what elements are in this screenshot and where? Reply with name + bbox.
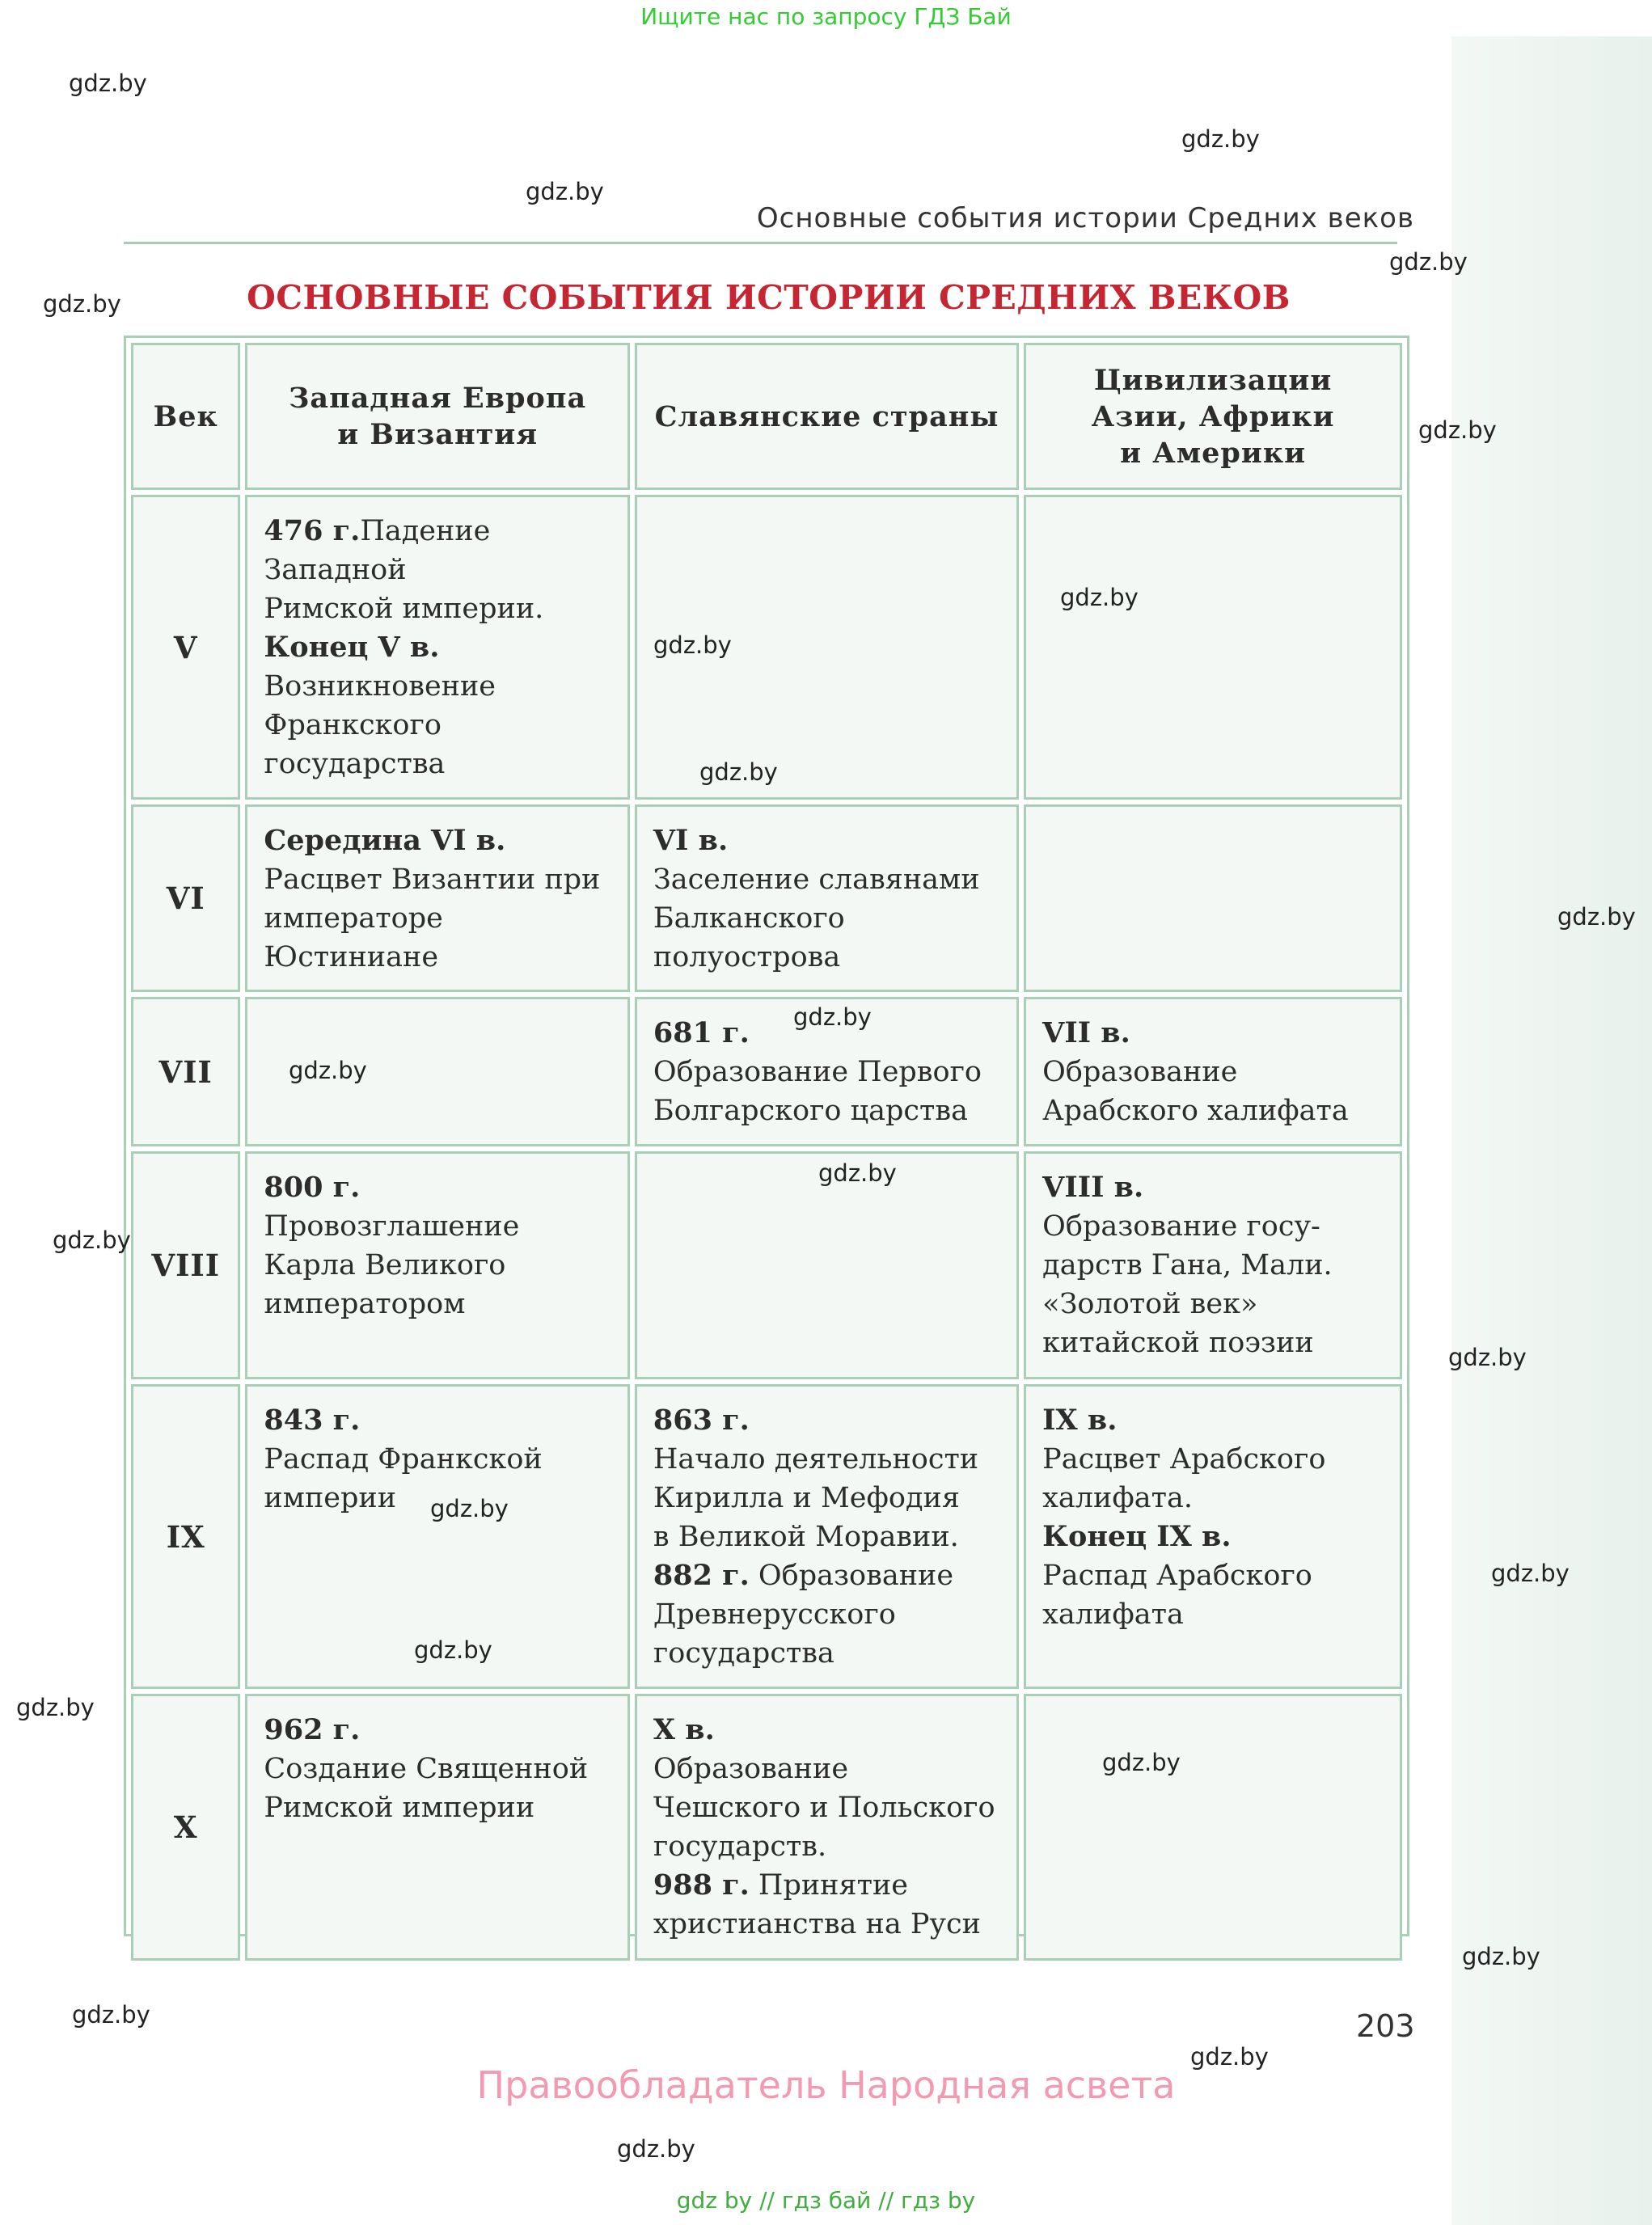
footer-links[interactable]: gdz by // гдз бай // гдз by bbox=[676, 2187, 976, 2214]
event-line bbox=[1042, 1053, 1384, 1091]
event-date: 681 г. bbox=[653, 1016, 750, 1049]
event-line bbox=[264, 1750, 611, 1788]
event-line bbox=[1042, 1168, 1384, 1207]
event-line bbox=[264, 1207, 611, 1246]
events-table bbox=[126, 338, 1407, 1965]
event-line bbox=[264, 706, 611, 745]
event-line bbox=[264, 745, 611, 783]
event-text: Заселение славянами bbox=[653, 863, 980, 896]
event-text: Балканского bbox=[653, 902, 845, 935]
event-date: X в. bbox=[653, 1713, 715, 1746]
event-line bbox=[264, 821, 611, 860]
event-line bbox=[264, 512, 611, 589]
event-line bbox=[264, 1285, 611, 1324]
event-line bbox=[264, 1168, 611, 1207]
header-asia-line: Азии, Африки bbox=[1091, 399, 1335, 433]
event-text: Падение Западной bbox=[264, 515, 491, 586]
century-cell: VIII bbox=[131, 1151, 240, 1379]
event-date: IX в. bbox=[1042, 1404, 1118, 1437]
event-text: Франкского bbox=[264, 709, 442, 741]
event-text: Римской империи bbox=[264, 1792, 535, 1824]
events-cell-slavic bbox=[635, 1384, 1019, 1689]
events-table-frame bbox=[124, 336, 1409, 1940]
header-asia bbox=[1024, 343, 1402, 490]
watermark: gdz.by bbox=[43, 290, 121, 318]
header-west bbox=[245, 343, 629, 490]
watermark: gdz.by bbox=[430, 1495, 509, 1522]
event-line bbox=[1042, 1595, 1384, 1634]
watermark: gdz.by bbox=[1557, 903, 1636, 931]
event-text: Распад Арабского bbox=[1042, 1560, 1312, 1592]
header-century: Век bbox=[131, 343, 240, 490]
event-line bbox=[653, 1827, 1000, 1866]
event-line bbox=[264, 938, 611, 977]
event-date: Конец IX в. bbox=[1042, 1520, 1232, 1553]
event-date: 476 г. bbox=[264, 514, 361, 547]
century-cell: V bbox=[131, 495, 240, 800]
event-line bbox=[653, 1711, 1000, 1750]
event-date: Середина VI в. bbox=[264, 824, 506, 857]
event-line bbox=[653, 860, 1000, 899]
watermark: gdz.by bbox=[69, 70, 147, 97]
event-text: Кирилла и Мефодия bbox=[653, 1482, 960, 1514]
event-text: Расцвет Арабского bbox=[1042, 1443, 1326, 1476]
event-text: Распад Франкской bbox=[264, 1443, 543, 1476]
event-line bbox=[1042, 1285, 1384, 1324]
events-cell-asia bbox=[1024, 1384, 1402, 1689]
right-margin-tint bbox=[1451, 36, 1652, 2225]
watermark: gdz.by bbox=[1491, 1560, 1570, 1587]
event-text: Возникновение bbox=[264, 670, 496, 703]
event-text: полуострова bbox=[653, 941, 841, 973]
events-cell-slavic bbox=[635, 1694, 1019, 1961]
event-text: Провозглашение bbox=[264, 1210, 520, 1243]
event-line bbox=[653, 1479, 1000, 1518]
event-line bbox=[264, 1246, 611, 1285]
watermark: gdz.by bbox=[1418, 416, 1497, 444]
events-cell-asia bbox=[1024, 1694, 1402, 1961]
event-line bbox=[1042, 1014, 1384, 1053]
event-line bbox=[1042, 1440, 1384, 1479]
event-date: 800 г. bbox=[264, 1171, 361, 1204]
event-line bbox=[653, 1634, 1000, 1673]
event-text: «Золотой век» bbox=[1042, 1288, 1258, 1320]
event-text: Образование bbox=[653, 1753, 849, 1785]
top-banner[interactable]: Ищите нас по запросу ГДЗ Бай bbox=[640, 3, 1012, 30]
century-cell: VI bbox=[131, 804, 240, 992]
header-west-line: и Византия bbox=[337, 418, 539, 451]
event-line bbox=[653, 1091, 1000, 1130]
header-slavic: Славянские страны bbox=[635, 343, 1019, 490]
event-date: 962 г. bbox=[264, 1713, 361, 1746]
event-line bbox=[264, 1401, 611, 1440]
watermark: gdz.by bbox=[526, 178, 604, 205]
watermark: gdz.by bbox=[1190, 2043, 1269, 2071]
watermark: gdz.by bbox=[414, 1636, 492, 1664]
event-line bbox=[653, 1866, 1000, 1905]
event-date: Конец V в. bbox=[264, 631, 440, 664]
event-line bbox=[653, 1750, 1000, 1788]
event-line bbox=[1042, 1556, 1384, 1595]
event-line bbox=[653, 1556, 1000, 1595]
watermark: gdz.by bbox=[1462, 1943, 1540, 1970]
event-date: 988 г. bbox=[653, 1868, 750, 1902]
event-text: государства bbox=[264, 748, 446, 780]
watermark: gdz.by bbox=[1389, 248, 1468, 276]
events-cell-asia bbox=[1024, 804, 1402, 992]
event-line bbox=[653, 1788, 1000, 1827]
event-date: VI в. bbox=[653, 824, 729, 857]
event-date: VIII в. bbox=[1042, 1171, 1144, 1204]
running-header: Основные события истории Средних веков bbox=[756, 202, 1414, 234]
event-line bbox=[264, 899, 611, 938]
events-cell-asia bbox=[1024, 1151, 1402, 1379]
event-text: Образование bbox=[1042, 1056, 1238, 1088]
event-text: императором bbox=[264, 1288, 466, 1320]
copyright-footer: Правообладатель Народная асвета bbox=[476, 2063, 1176, 2107]
event-line bbox=[264, 589, 611, 628]
event-text: империи bbox=[264, 1482, 397, 1514]
watermark: gdz.by bbox=[16, 1694, 95, 1721]
event-line bbox=[1042, 1246, 1384, 1285]
event-line bbox=[264, 1440, 611, 1479]
events-cell-west bbox=[245, 804, 629, 992]
event-line bbox=[264, 860, 611, 899]
event-text: Начало деятельности bbox=[653, 1443, 979, 1476]
event-text: Принятие bbox=[749, 1869, 908, 1902]
page-title: ОСНОВНЫЕ СОБЫТИЯ ИСТОРИИ СРЕДНИХ ВЕКОВ bbox=[247, 278, 1291, 317]
events-cell-asia bbox=[1024, 495, 1402, 800]
header-west-line: Западная Европа bbox=[289, 382, 587, 415]
event-text: Юстиниане bbox=[264, 941, 439, 973]
watermark: gdz.by bbox=[699, 758, 778, 786]
century-cell: VII bbox=[131, 997, 240, 1146]
event-text: Чешского и Польского bbox=[653, 1792, 995, 1824]
table-header-row bbox=[131, 343, 1402, 490]
event-line bbox=[1042, 1091, 1384, 1130]
watermark: gdz.by bbox=[1181, 125, 1260, 153]
event-line bbox=[653, 899, 1000, 938]
table-row bbox=[131, 495, 1402, 800]
event-date: 863 г. bbox=[653, 1404, 750, 1437]
event-line bbox=[653, 821, 1000, 860]
event-line bbox=[653, 1053, 1000, 1091]
event-line bbox=[1042, 1324, 1384, 1362]
watermark: gdz.by bbox=[1448, 1344, 1527, 1371]
event-line bbox=[653, 1518, 1000, 1556]
century-cell: X bbox=[131, 1694, 240, 1961]
event-text: государства bbox=[653, 1637, 834, 1670]
table-row bbox=[131, 1151, 1402, 1379]
event-text: христианства на Руси bbox=[653, 1908, 981, 1940]
event-text: Арабского халифата bbox=[1042, 1095, 1349, 1127]
table-row bbox=[131, 804, 1402, 992]
event-date: 882 г. bbox=[653, 1559, 750, 1592]
table-row bbox=[131, 1384, 1402, 1689]
events-cell-slavic bbox=[635, 804, 1019, 992]
event-line bbox=[264, 1788, 611, 1827]
event-line bbox=[264, 1711, 611, 1750]
event-date: VII в. bbox=[1042, 1016, 1130, 1049]
table-row bbox=[131, 1694, 1402, 1961]
watermark: gdz.by bbox=[53, 1226, 131, 1254]
event-text: Образование Первого bbox=[653, 1056, 982, 1088]
event-line bbox=[1042, 1479, 1384, 1518]
event-text: китайской поэзии bbox=[1042, 1327, 1314, 1359]
watermark: gdz.by bbox=[793, 1003, 872, 1031]
watermark: gdz.by bbox=[653, 631, 732, 659]
event-text: Создание Священной bbox=[264, 1753, 589, 1785]
event-text: Римской империи. bbox=[264, 593, 544, 625]
event-text: Образование bbox=[749, 1560, 954, 1592]
event-line bbox=[264, 667, 611, 706]
event-text: Древнерусского bbox=[653, 1598, 896, 1631]
event-line bbox=[653, 1401, 1000, 1440]
event-line bbox=[653, 1440, 1000, 1479]
header-asia-line: и Америки bbox=[1120, 436, 1307, 470]
watermark: gdz.by bbox=[72, 2001, 150, 2029]
watermark: gdz.by bbox=[1102, 1749, 1181, 1776]
watermark: gdz.by bbox=[617, 2135, 695, 2163]
event-text: императоре bbox=[264, 902, 443, 935]
event-text: государств. bbox=[653, 1830, 827, 1863]
event-text: Расцвет Византии при bbox=[264, 863, 601, 896]
header-rule bbox=[124, 242, 1397, 244]
century-cell: IX bbox=[131, 1384, 240, 1689]
events-cell-west bbox=[245, 495, 629, 800]
event-text: дарств Гана, Мали. bbox=[1042, 1249, 1333, 1281]
event-line bbox=[264, 628, 611, 667]
event-text: Болгарского царства bbox=[653, 1095, 968, 1127]
event-line bbox=[1042, 1518, 1384, 1556]
event-line bbox=[653, 1905, 1000, 1944]
event-date: 843 г. bbox=[264, 1404, 361, 1437]
event-line bbox=[1042, 1207, 1384, 1246]
page-number: 203 bbox=[1356, 2008, 1415, 2044]
event-line bbox=[653, 1595, 1000, 1634]
event-text: халифата bbox=[1042, 1598, 1184, 1631]
watermark: gdz.by bbox=[289, 1057, 367, 1084]
event-line bbox=[653, 938, 1000, 977]
events-cell-west bbox=[245, 1151, 629, 1379]
events-cell-west bbox=[245, 1694, 629, 1961]
header-asia-line: Цивилизации bbox=[1093, 363, 1333, 397]
watermark: gdz.by bbox=[818, 1159, 897, 1187]
event-text: халифата. bbox=[1042, 1482, 1193, 1514]
event-text: Образование госу- bbox=[1042, 1210, 1320, 1243]
event-text: в Великой Моравии. bbox=[653, 1521, 959, 1553]
event-text: Карла Великого bbox=[264, 1249, 506, 1281]
events-cell-asia bbox=[1024, 997, 1402, 1146]
event-line bbox=[1042, 1401, 1384, 1440]
watermark: gdz.by bbox=[1060, 584, 1139, 611]
